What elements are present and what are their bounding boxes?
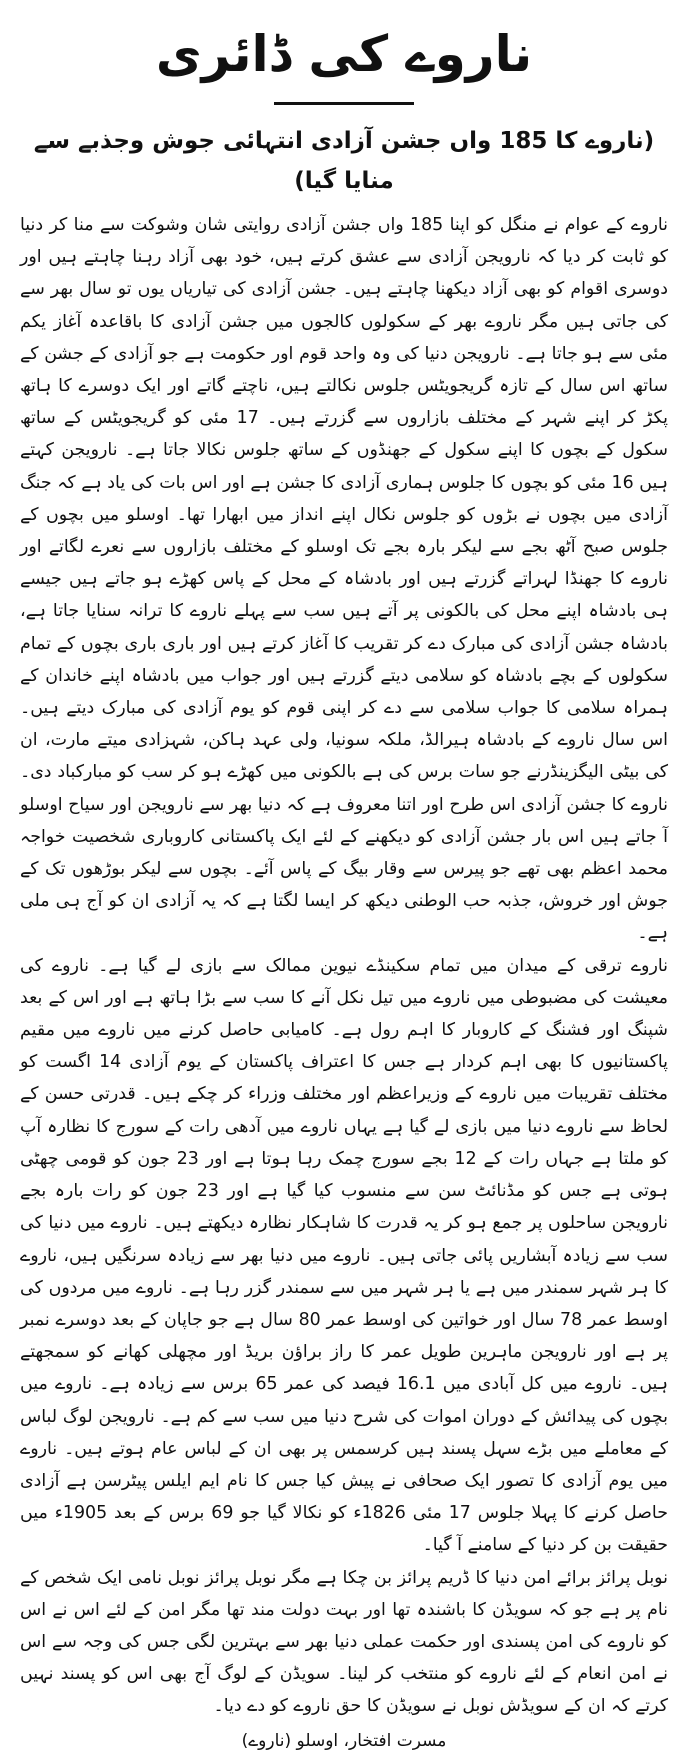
title-divider bbox=[274, 102, 414, 105]
author-byline: مسرت افتخار، اوسلو (ناروے) bbox=[241, 1730, 447, 1751]
article-title: ناروے کی ڈائری bbox=[155, 25, 533, 83]
article-paragraph-3: نوبل پرائز برائے امن دنیا کا ڈریم پرائز بن چکا ہے مگر نوبل پرائز نوبل نامی ایک شخص کے نام پر ہے جو کہ سویڈن کا باشندہ تھا اور بہت دولت مند تھا مگر امن کے لئے اس نے اس کو ناروے کی امن پسندی اور حکمت عملی دنیا بھر سے بہترین لگی جس کی وجہ سے اس نے امن انعام کے لئے ناروے کو منتخب کر لینا۔ سویڈن کے لوگ آج بھی اس کو پسند نہیں کرتے کہ ان کے سویڈش نوبل نے سویڈن کا حق ناروے کو دے دیا۔ bbox=[20, 1567, 668, 1717]
article bbox=[0, 16, 688, 1757]
article-paragraph-2: ناروے ترقی کے میدان میں تمام سکینڈے نیوین ممالک سے بازی لے گیا ہے۔ ناروے کی معیشت کی مضبوطی میں ناروے میں تیل نکل آنے کا سب سے بڑا ہاتھ ہے اور اس کے بعد شپنگ اور فشنگ کے کاروبار کا اہم رول ہے۔ کامیابی حاصل کرنے میں ناروے میں مقیم پاکستانیوں کا بھی اہم کردار ہے جس کا اعتراف پاکستان کے یوم آزادی 14 اگست کو مختلف تقریبات میں ناروے کے وزیراعظم اور مختلف وزراء کر چکے ہیں۔ قدرتی حسن کے لحاظ سے ناروے دنیا میں بازی لے گیا ہے یہاں ناروے میں آدھی رات کے سورج کا نظارہ آپ کو ملتا ہے جہاں رات کے 12 بجے سورج چمک رہا ہوتا ہے اور 23 جون کو قومی چھٹی ہوتی ہے جس کو مڈنائٹ سن سے منسوب کیا گیا ہے اور 23 جون کو رات بارہ بجے نارویجن ساحلوں پر جمع ہو کر یہ قدرت کا شاہکار نظارہ دیکھتے ہیں۔ ناروے میں دنیا کی سب سے زیادہ آبشاریں پائی جاتی ہیں۔ ناروے میں دنیا بھر سے زیادہ سرنگیں ہیں، ناروے کا ہر شہر سمندر میں ہے یا ہر شہر میں سے سمندر گزر رہا ہے۔ ناروے میں مردوں کی اوسط عمر 78 سال اور خواتین کی اوسط عمر 80 سال ہے جو جاپان کے بعد دوسرے نمبر پر ہے اور نارویجن ماہرین طویل عمر کا راز براؤن بریڈ اور مچھلی کھانے کو سمجھتے ہیں۔ ناروے میں کل آبادی میں 16.1 فیصد کی عمر 65 برس سے زیادہ ہے۔ ناروے میں بچوں کی پیدائش کے دوران اموات کی شرح دنیا میں سب سے کم ہے۔ نارویجن لوگ لباس کے معاملے میں بڑے سہل پسند ہیں کرسمس پر بھی ان کے لباس عام ہوتے ہیں۔ ناروے میں یوم آزادی کا تصور ایک صحافی نے پیش کیا جس کا نام ایم ایلس پیٹرسن ہے آزادی حاصل کرنے کا پہلا جلوس 17 مئی 1826ء کو نکالا گیا جو 69 برس کے بعد 1905ء میں حقیقت بن کر دنیا کے سامنے آ گیا۔ bbox=[20, 955, 669, 1556]
article-subtitle: (ناروے کا 185 واں جشن آزادی انتہائی جوش وجذبے سے منایا گیا) bbox=[33, 128, 655, 194]
article-paragraph-1: ناروے کے عوام نے منگل کو اپنا 185 واں جشن آزادی روایتی شان وشوکت سے منا کر دنیا کو ثابت کر دیا کہ نارویجن آزادی سے عشق کرتے ہیں، خود بھی آزاد رہنا چاہتے ہیں اور دوسری اقوام کو بھی آزاد دیکھنا چاہتے ہیں۔ جشن آزادی کی تیاریاں یوں تو سال بھر سے کی جاتی ہیں مگر ناروے بھر کے سکولوں کالجوں میں جشن آزادی کا باقاعدہ آغاز یکم مئی سے ہو جاتا ہے۔ نارویجن دنیا کی وہ واحد قوم اور حکومت ہے جو آزادی کے جشن کے ساتھ اس سال کے تازہ گریجویٹس جلوس نکالتے ہیں، ناچتے گاتے اور ایک دوسرے کا ہاتھ پکڑ کر اپنے شہر کے مختلف بازاروں سے گزرتے ہیں۔ 17 مئی کو گریجویٹس کے ساتھ سکول کے بچوں کا اپنے سکول کے جھنڈوں کے ساتھ جلوس نکالا جاتا ہے۔ نارویجن کہتے ہیں 16 مئی کو بچوں کا جلوس ہماری آزادی کا جشن ہے اور اس بات کی یاد ہے کہ جنگ آزادی میں بچوں نے بڑوں کو جلوس نکال اپنے انداز میں ابھارا تھا۔ اوسلو میں بچوں کے جلوس صبح آٹھ بجے سے لیکر بارہ بجے تک اوسلو کے مختلف بازاروں سے نعرے لگاتے اور ناروے کا جھنڈا لہراتے گزرتے ہیں اور بادشاہ کے محل کے پاس کھڑے ہو جاتے ہیں جیسے ہی بادشاہ اپنے محل کی بالکونی پر آتے ہیں سب سے پہلے ناروے کا ترانہ سنایا جاتا ہے، بادشاہ جشن آزادی کی مبارک دے کر تقریب کا آغاز کرتے ہیں اور باری باری بچوں کے تمام سکولوں کے بچے بادشاہ کو سلامی دیتے گزرتے ہیں اور جواب میں بادشاہ اپنے خاندان کے ہمراہ سلامی کا جواب سلامی سے دے کر اپنی قوم کو یوم آزادی کی مبارک دیتے ہیں۔ اس سال ناروے کے بادشاہ ہیرالڈ، ملکہ سونیا، ولی عہد ہاکن، شہزادی میتے مارت، ان کی بیٹی الیگزینڈرنے جو سات برس کی ہے بالکونی میں کھڑے ہو کر سب کو مبارکباد دی۔ ناروے کا جشن آزادی اس طرح اور اتنا معروف ہے کہ دنیا بھر سے نارویجن اور سیاح اوسلو آ جاتے ہیں اس بار جشن آزادی کو دیکھنے کے لئے ایک پاکستانی کاروباری شخصیت خواجہ محمد اعظم بھی تھے جو پیرس سے وقار بیگ کے پاس آئے۔ بچوں سے لیکر بوڑھوں تک کے جوش اور خروش، جذبہ حب الوطنی دیکھ کر ایسا لگتا ہے کہ یہ آزادی ان کو آج ہی ملی ہے۔ bbox=[20, 215, 669, 944]
